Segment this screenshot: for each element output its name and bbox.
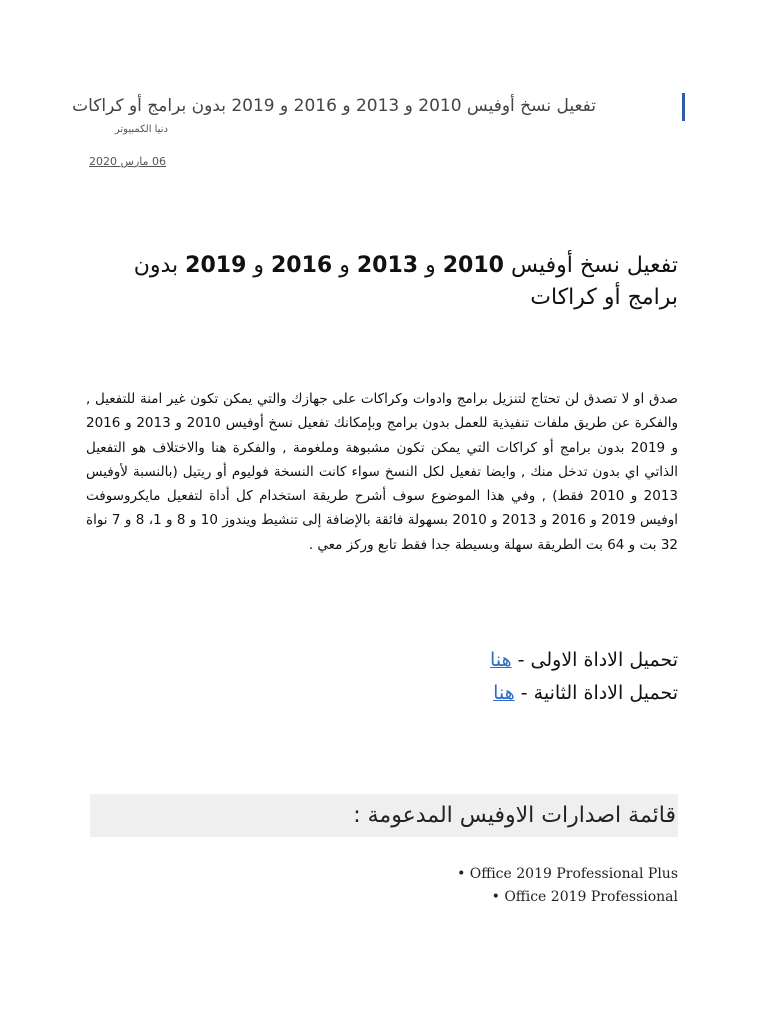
download-tool-2-label: تحميل الاداة الثانية - <box>514 682 678 704</box>
intro-paragraph: صدق او لا تصدق لن تحتاج لتنزيل برامج وادوات وكراكات على جهازك والتي يمكن تكون غير امنة للتفعيل , والفكرة عن طريق ملفات تنفيذية للعمل بدون برامج وبإمكانك تفعيل نسخ أوفيس 2010 و 2013 و 2016 و 2019 بدون برامج أو كراكات التي يمكن تكون مشبوهة وملغومة , والفكرة هنا والاختلاف هو التفعيل الذاتي اي بدون تدخل منك , وايضا تفعيل لكل النسخ سواء كانت النسخة فوليوم أو ريتيل (بالنسبة لأوفيس 2013 و 2010 فقط) , وفي هذا الموضوع سوف أشرح طريقة استخدام كل أداة لتفعيل مايكروسوفت اوفيس 2019 و 2016 و 2013 و 2010 بسهولة فائقة بالإضافة إلى تنشيط ويندوز 10 و 8 و 1، 8 و 7 نواة 32 بت و 64 بت الطريقة سهلة وبسيطة جدا فقط تابع وركز معي . <box>86 391 679 553</box>
list-item: • Office 2019 Professional <box>491 889 678 905</box>
section-heading-text: قائمة اصدارات الاوفيس المدعومة : <box>353 803 676 828</box>
office-versions-list <box>380 863 678 909</box>
download-tool-1-link[interactable]: هنا <box>490 649 512 671</box>
download-links <box>380 644 678 710</box>
year-2019: 2019 <box>185 253 247 278</box>
header-date[interactable]: 06 مارس 2020 <box>89 155 166 168</box>
download-tool-1 <box>380 644 678 677</box>
list-item: • Office 2019 Professional Plus <box>457 866 678 882</box>
supported-versions-heading <box>90 794 678 837</box>
year-2013: 2013 <box>356 253 419 278</box>
article-title: تفعيل نسخ أوفيس 2010 و 2013 و 2016 و 2019 بدون برامج أو كراكات <box>133 253 678 310</box>
download-tool-2 <box>380 677 678 710</box>
year-2016: 2016 <box>271 253 333 278</box>
download-tool-1-label: تحميل الاداة الاولى - <box>511 649 678 671</box>
header-title: تفعيل نسخ أوفيس 2010 و 2013 و 2016 و 2019 بدون برامج أو كراكات <box>72 96 596 116</box>
download-tool-2-link[interactable]: هنا <box>493 682 515 704</box>
header-accent-bar <box>682 93 685 121</box>
header-author: دنيا الكمبيوتر <box>114 124 168 135</box>
year-2010: 2010 <box>442 253 504 278</box>
